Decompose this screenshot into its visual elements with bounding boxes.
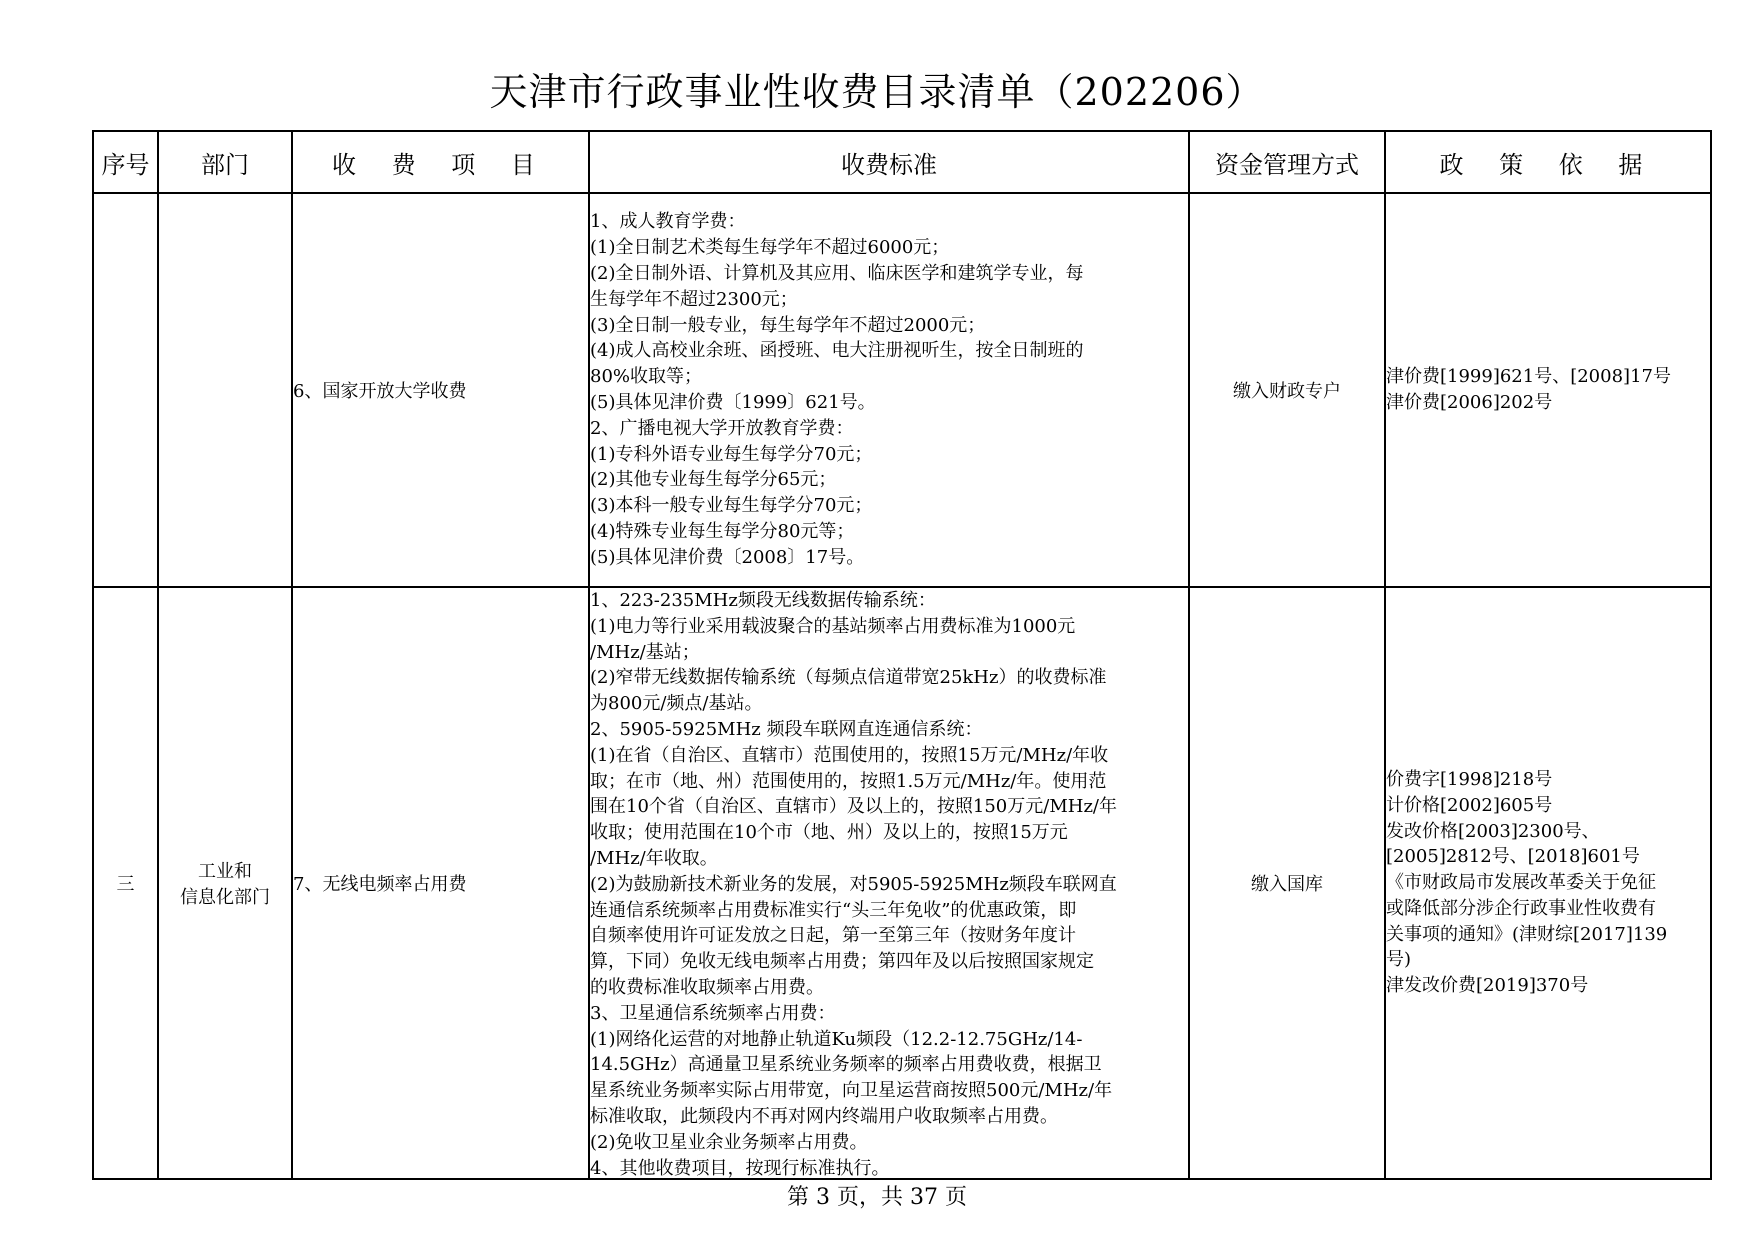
standard-line: (1)电力等行业采用载波聚合的基站频率占用费标准为1000元 <box>590 615 1076 637</box>
standard-line: 围在10个省（自治区、直辖市）及以上的，按照150万元/MHz/年 <box>590 796 1117 818</box>
standard-line: (2)窄带无线数据传输系统（每频点信道带宽25kHz）的收费标准 <box>590 667 1107 689</box>
standard-line: 3、卫星通信系统频率占用费： <box>590 1002 836 1024</box>
standard-line: 的收费标准收取频率占用费。 <box>590 976 824 998</box>
policy-line: 津价费[1999]621号、[2008]17号 <box>1386 366 1671 388</box>
standard-line: 14.5GHz）高通量卫星系统业务频率的频率占用费收费，根据卫 <box>590 1054 1102 1076</box>
page-footer: 第 3 页，共 37 页 <box>787 1185 967 1210</box>
policy-line: 发改价格[2003]2300号、 <box>1386 820 1600 842</box>
fee-table <box>92 130 1712 1180</box>
standard-line: 标准收取，此频段内不再对网内终端用户收取频率占用费。 <box>590 1105 1058 1127</box>
row-dept <box>158 193 292 587</box>
standard-line: 2、5905-5925MHz 频段车联网直连通信系统： <box>590 718 983 740</box>
standard-line: (1)全日制艺术类每生每学年不超过6000元； <box>590 237 950 259</box>
standard-line: 算，下同）免收无线电频率占用费；第四年及以后按照国家规定 <box>590 951 1094 973</box>
standard-line: (2)全日制外语、计算机及其应用、临床医学和建筑学专业，每 <box>590 263 1084 285</box>
header-item: 收 费 项 目 <box>292 131 589 193</box>
standard-line: 生每学年不超过2300元； <box>590 288 798 310</box>
standard-line: 4、其他收费项目，按现行标准执行。 <box>590 1157 890 1178</box>
dept-line: 工业和 <box>198 861 252 882</box>
table-row <box>93 193 1711 587</box>
standard-line: (4)特殊专业每生每学分80元等； <box>590 520 855 542</box>
policy-line: 价费字[1998]218号 <box>1386 768 1553 790</box>
header-policy: 政 策 依 据 <box>1385 131 1711 193</box>
policy-line: 津价费[2006]202号 <box>1386 392 1553 413</box>
standard-line: (4)成人高校业余班、函授班、电大注册视听生，按全日制班的 <box>590 340 1084 362</box>
standard-line: 为800元/频点/基站。 <box>590 693 763 715</box>
standard-line: 自频率使用许可证发放之日起，第一至第三年（按财务年度计 <box>590 925 1076 947</box>
row-seq <box>93 193 158 587</box>
standard-line: (1)专科外语专业每生每学分70元； <box>590 443 873 465</box>
standard-line: 1、223-235MHz频段无线数据传输系统： <box>590 590 936 611</box>
standard-line: 80%收取等； <box>590 366 703 388</box>
row-seq: 三 <box>93 587 158 1179</box>
row-fund: 缴入财政专户 <box>1189 193 1385 587</box>
row-standard <box>589 193 1189 587</box>
policy-line: 津发改价费[2019]370号 <box>1386 975 1589 997</box>
header-fund: 资金管理方式 <box>1189 131 1385 193</box>
row-item: 7、无线电频率占用费 <box>292 587 589 1179</box>
header-dept: 部门 <box>158 131 292 193</box>
standard-line: (1)网络化运营的对地静止轨道Ku频段（12.2-12.75GHz/14- <box>590 1028 1083 1050</box>
standard-line: 1、成人教育学费： <box>590 211 746 233</box>
standard-line: 2、广播电视大学开放教育学费： <box>590 417 854 439</box>
policy-line: 《市财政局市发展改革委关于免征 <box>1386 872 1656 894</box>
row-policy <box>1385 587 1711 1179</box>
standard-line: (5)具体见津价费〔1999〕621号。 <box>590 392 876 413</box>
table-row <box>93 587 1711 1179</box>
policy-line: 号) <box>1386 949 1412 971</box>
standard-line: 连通信系统频率占用费标准实行“头三年免收”的优惠政策，即 <box>590 899 1077 921</box>
policy-line: 关事项的通知》(津财综[2017]139 <box>1386 923 1668 945</box>
standard-line: /MHz/基站； <box>590 641 700 663</box>
standard-line: (3)本科一般专业每生每学分70元； <box>590 495 873 517</box>
header-standard: 收费标准 <box>589 131 1189 193</box>
standard-line: (2)为鼓励新技术新业务的发展，对5905-5925MHz频段车联网直 <box>590 873 1117 895</box>
standard-line: /MHz/年收取。 <box>590 847 718 869</box>
standard-line: (2)其他专业每生每学分65元； <box>590 469 837 491</box>
policy-line: 或降低部分涉企行政事业性收费有 <box>1386 897 1656 919</box>
standard-line: (1)在省（自治区、直辖市）范围使用的，按照15万元/MHz/年收 <box>590 744 1109 766</box>
standard-line: (5)具体见津价费〔2008〕17号。 <box>590 546 865 568</box>
standard-line: 取；在市（地、州）范围使用的，按照1.5万元/MHz/年。使用范 <box>590 770 1107 792</box>
row-item: 6、国家开放大学收费 <box>292 193 589 587</box>
policy-line: 计价格[2002]605号 <box>1386 794 1553 816</box>
standard-line: (3)全日制一般专业，每生每学年不超过2000元； <box>590 314 986 336</box>
policy-line: [2005]2812号、[2018]601号 <box>1386 846 1640 868</box>
standard-line: 收取；使用范围在10个市（地、州）及以上的，按照15万元 <box>590 822 1068 844</box>
dept-line: 信息化部门 <box>180 887 270 908</box>
row-fund: 缴入国库 <box>1189 587 1385 1179</box>
row-standard <box>589 587 1189 1179</box>
row-dept <box>158 587 292 1179</box>
standard-line: 星系统业务频率实际占用带宽，向卫星运营商按照500元/MHz/年 <box>590 1080 1113 1102</box>
standard-line: (2)免收卫星业余业务频率占用费。 <box>590 1131 868 1153</box>
header-row <box>93 131 1711 193</box>
page-title: 天津市行政事业性收费目录清单（202206） <box>489 70 1265 114</box>
header-seq: 序号 <box>93 131 158 193</box>
row-policy <box>1385 193 1711 587</box>
